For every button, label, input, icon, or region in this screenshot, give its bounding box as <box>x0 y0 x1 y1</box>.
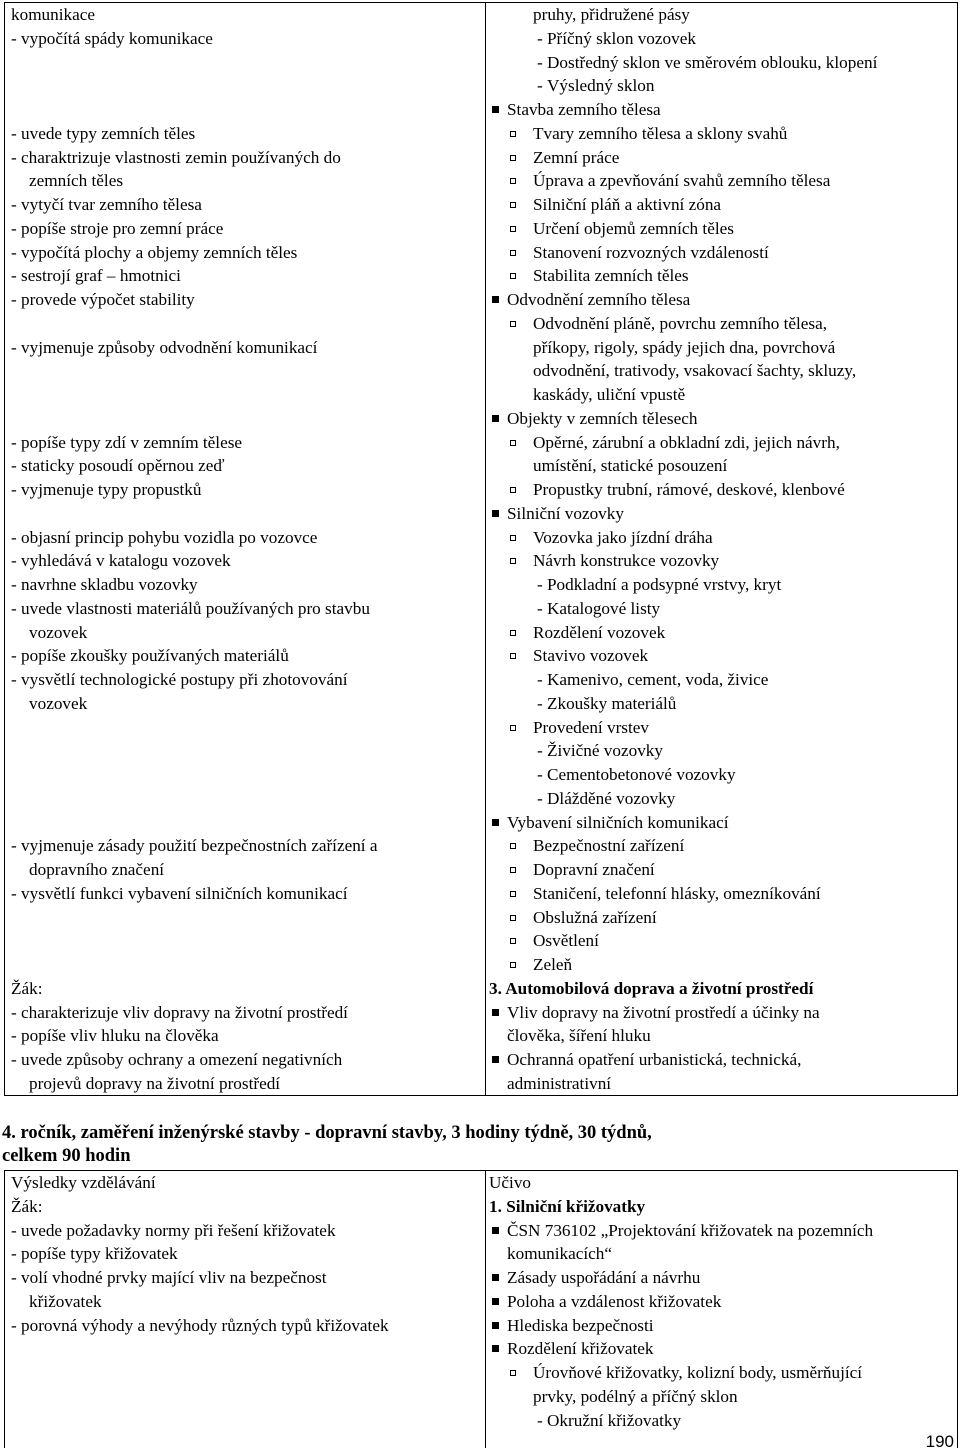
dash-sub-item <box>489 27 696 51</box>
open-square-bullet-item: Návrh konstrukce vozovky <box>489 549 719 573</box>
item-text: Zkoušky materiálů <box>547 693 677 713</box>
open-square-bullet-item: Staničení, telefonní hlásky, omezníkování <box>489 882 821 906</box>
open-square-bullet-item: Vozovka jako jízdní dráha <box>489 526 713 550</box>
outcome-item: - navrhne skladbu vozovky <box>11 575 198 594</box>
outcome-item: - uvede typy zemních těles <box>11 123 196 143</box>
item-text: Živičné vozovky <box>547 741 663 761</box>
outcome-item: - uvede požadavky normy při řešení křižovatek <box>11 1220 336 1240</box>
dash-sub-item <box>489 668 768 692</box>
outcome-item: - charaktrizuje vlastnosti zemin používaných do <box>11 147 341 167</box>
open-square-bullet-item: Určení objemů zemních těles <box>489 217 734 241</box>
dash-sub-item <box>489 739 663 763</box>
outcome-item: - charakterizuje vliv dopravy na životní prostředí <box>11 1002 348 1022</box>
dash-sub-item <box>489 597 660 621</box>
square-bullet-item: Odvodnění zemního tělesa <box>489 288 690 312</box>
open-square-bullet-item: Provedení vrstev <box>489 716 649 740</box>
open-square-bullet-item: Tvary zemního tělesa a sklony svahů <box>489 122 787 146</box>
section-heading-line-1: 4. ročník, zaměření inženýrské stavby - dopravní stavby, 3 hodiny týdně, 30 týdnů, <box>2 1123 652 1143</box>
text-line: komunikace <box>11 5 95 24</box>
continuation-line: dopravního značení <box>29 860 165 879</box>
continuation-line: kaskády, uliční vpustě <box>533 385 686 404</box>
square-bullet-item: Ochranná opatření urbanistická, technická, <box>489 1048 801 1072</box>
item-text: Příčný sklon vozovek <box>547 28 696 48</box>
continuation-line: křižovatek <box>29 1291 102 1311</box>
square-bullet-item: ČSN 736102 „Projektování křižovatek na pozemních <box>489 1219 873 1243</box>
outcome-item: - sestrojí graf – hmotnici <box>11 266 181 286</box>
square-bullet-item: Stavba zemního tělesa <box>489 98 661 122</box>
outcome-item: - popíše stroje pro zemní práce <box>11 218 224 238</box>
square-bullet-item: Zásady uspořádání a návrhu <box>489 1266 700 1290</box>
open-square-bullet-item: Propustky trubní, rámové, deskové, klenbové <box>489 478 845 502</box>
open-square-bullet-item: Silniční pláň a aktivní zóna <box>489 193 721 217</box>
continuation-line: vozovek <box>29 622 88 642</box>
topic-heading: 1. Silniční křižovatky <box>489 1196 646 1216</box>
item-text: Dlážděné vozovky <box>547 788 676 808</box>
outcome-item: - porovná výhody a nevýhody různých typů křižovatek <box>11 1315 389 1335</box>
outcome-item: - volí vhodné prvky mající vliv na bezpečnost <box>11 1268 327 1287</box>
square-bullet-item: Poloha a vzdálenost křižovatek <box>489 1290 721 1314</box>
section-heading <box>2 1122 942 1168</box>
dash-sub-item <box>489 763 736 787</box>
curriculum-table-continued <box>4 2 958 1096</box>
continuation-line: umístění, statické posouzení <box>533 456 728 476</box>
outcome-item: - vytyčí tvar zemního tělesa <box>11 195 202 214</box>
dash-sub-item <box>489 1409 681 1433</box>
open-square-bullet-item: Stabilita zemních těles <box>489 264 689 288</box>
item-text: Okružní křižovatky <box>547 1410 682 1430</box>
open-square-bullet-item: Zeleň <box>489 953 572 977</box>
square-bullet-item: Silniční vozovky <box>489 502 624 526</box>
topic-heading: 3. Automobilová doprava a životní prostředí <box>489 978 814 998</box>
square-bullet-item: Objekty v zemních tělesech <box>489 407 697 431</box>
outcome-item: - provede výpočet stability <box>11 290 195 309</box>
column-divider <box>485 1171 486 1448</box>
dash-sub-item <box>489 74 654 98</box>
continuation-line: projevů dopravy na životní prostředí <box>29 1073 281 1093</box>
continuation-line: prvky, podélný a příčný sklon <box>533 1386 738 1406</box>
outcome-item: - staticky posoudí opěrnou zeď <box>11 456 225 476</box>
continuation-line: příkopy, rigoly, spády jejich dna, povrchová <box>533 337 836 357</box>
outcome-item: - popíše zkoušky používaných materiálů <box>11 646 289 666</box>
outcome-item: - popíše vliv hluku na člověka <box>11 1026 219 1046</box>
open-square-bullet-item: Úrovňové křižovatky, kolizní body, usměrňující <box>489 1361 862 1385</box>
square-bullet-item: Hlediska bezpečnosti <box>489 1314 654 1338</box>
dash-sub-item <box>489 573 781 597</box>
open-square-bullet-item: Zemní práce <box>489 146 619 170</box>
open-square-bullet-item: Obslužná zařízení <box>489 906 657 930</box>
item-text: Dostředný sklon ve směrovém oblouku, klopení <box>547 52 878 72</box>
outcome-item: - popíše typy křižovatek <box>11 1244 178 1264</box>
continuation-line: zemních těles <box>29 171 124 191</box>
item-text: Podkladní a podsypné vrstvy, kryt <box>547 575 782 594</box>
continuation-line: pruhy, přidružené pásy <box>533 5 690 24</box>
curriculum-table-year-4 <box>4 1170 958 1448</box>
item-text: Katalogové listy <box>547 598 661 618</box>
text-line: Učivo <box>489 1173 532 1192</box>
square-bullet-item: Vybavení silničních komunikací <box>489 811 728 835</box>
dash-sub-item <box>489 692 676 716</box>
square-bullet-item: Vliv dopravy na životní prostředí a účinky na <box>489 1001 820 1025</box>
continuation-line: odvodnění, trativody, vsakovací šachty, skluzy, <box>533 361 857 381</box>
text-line: Žák: <box>11 978 43 998</box>
open-square-bullet-item: Stavivo vozovek <box>489 644 648 668</box>
open-square-bullet-item: Dopravní značení <box>489 858 655 882</box>
outcome-item: - uvede způsoby ochrany a omezení negativních <box>11 1050 343 1069</box>
outcome-item: - vyjmenuje způsoby odvodnění komunikací <box>11 337 318 357</box>
outcome-item: - vyhledává v katalogu vozovek <box>11 551 231 571</box>
column-divider <box>485 3 486 1095</box>
open-square-bullet-item: Osvětlení <box>489 929 599 953</box>
outcome-item: - objasní princip pohybu vozidla po vozovce <box>11 527 318 547</box>
outcome-item: - uvede vlastnosti materiálů používaných pro stavbu <box>11 598 370 618</box>
outcome-item: - vypočítá plochy a objemy zemních těles <box>11 242 298 262</box>
text-line: Žák: <box>11 1196 43 1216</box>
open-square-bullet-item: Stanovení rozvozných vzdáleností <box>489 241 769 265</box>
square-bullet-item: Rozdělení křižovatek <box>489 1337 654 1361</box>
continuation-line: komunikacích“ <box>507 1244 612 1264</box>
open-square-bullet-item: Úprava a zpevňování svahů zemního tělesa <box>489 169 830 193</box>
continuation-line: vozovek <box>29 693 88 713</box>
outcome-item: - vysvětlí funkci vybavení silničních komunikací <box>11 883 348 903</box>
dash-sub-item <box>489 787 675 811</box>
outcome-item: - vyjmenuje typy propustků <box>11 480 202 499</box>
outcome-item: - vysvětlí technologické postupy při zhotovování <box>11 670 348 689</box>
item-text: Cementobetonové vozovky <box>547 765 736 784</box>
dash-sub-item <box>489 51 877 75</box>
section-heading-line-2: celkem 90 hodin <box>2 1146 131 1166</box>
outcome-item: - popíše typy zdí v zemním tělese <box>11 432 243 452</box>
text-line: Výsledky vzdělávání <box>11 1173 156 1192</box>
open-square-bullet-item: Bezpečnostní zařízení <box>489 834 684 858</box>
item-text: Kamenivo, cement, voda, živice <box>547 670 769 689</box>
outcome-item: - vyjmenuje zásady použití bezpečnostních zařízení a <box>11 836 378 856</box>
open-square-bullet-item: Rozdělení vozovek <box>489 621 665 645</box>
continuation-line: administrativní <box>507 1073 612 1093</box>
open-square-bullet-item: Odvodnění pláně, povrchu zemního tělesa, <box>489 312 827 336</box>
open-square-bullet-item: Opěrné, zárubní a obkladní zdi, jejich návrh, <box>489 431 840 455</box>
outcome-item: - vypočítá spády komunikace <box>11 28 213 48</box>
page-number: 190 <box>925 1432 954 1451</box>
continuation-line: člověka, šíření hluku <box>507 1026 651 1046</box>
item-text: Výsledný sklon <box>547 76 655 96</box>
